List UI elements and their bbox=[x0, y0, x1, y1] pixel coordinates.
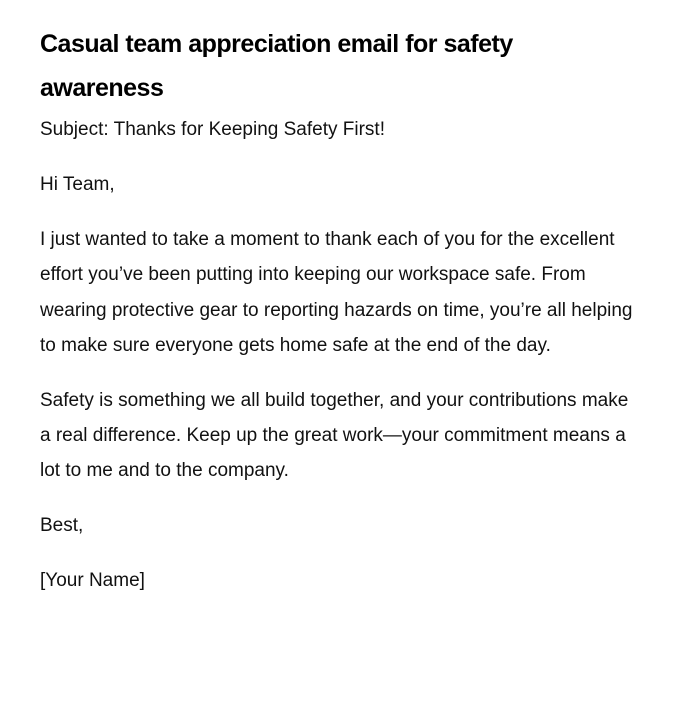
email-signature: [Your Name] bbox=[40, 570, 145, 592]
email-closing: Best, bbox=[40, 515, 84, 537]
email-document bbox=[40, 22, 640, 618]
email-body-paragraph-2: Safety is something we all build together, and your contributions make a real difference. Keep up the great work—your commitment means a lot to me and to the company. bbox=[40, 389, 629, 482]
email-greeting: Hi Team, bbox=[40, 173, 115, 195]
email-body-paragraph-1: I just wanted to take a moment to thank each of you for the excellent effort you’ve been putting into keeping our workspace safe. From wearing protective gear to reporting hazards on time, you’re all helping to make sure everyone gets home safe at the end of the day. bbox=[40, 228, 633, 356]
page-title: Casual team appreciation email for safety awareness bbox=[40, 30, 513, 102]
email-subject: Subject: Thanks for Keeping Safety First! bbox=[40, 119, 385, 140]
